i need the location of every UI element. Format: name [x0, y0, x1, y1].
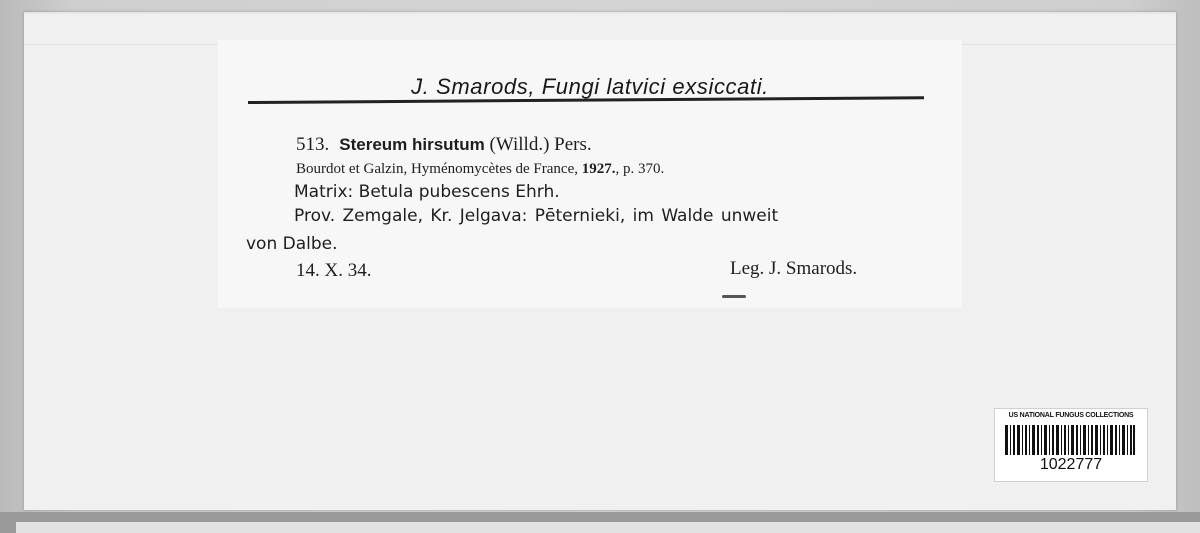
barcode-bars [1005, 425, 1135, 455]
barcode-label [994, 408, 1148, 482]
exsiccata-number: 513. [296, 134, 330, 155]
species-name: Stereum hirsutum [339, 135, 485, 154]
barcode-title: US NATIONAL FUNGUS COLLECTIONS [1008, 412, 1134, 419]
barcode-number: 1022777 [1039, 456, 1103, 473]
reference-page: , p. 370. [615, 161, 665, 177]
reference-year: 1927. [581, 161, 616, 177]
collection-date: 14. X. 34. [296, 260, 372, 281]
ink-speck [722, 295, 746, 298]
species-author: (Willd.) Pers. [484, 134, 592, 155]
specimen-label [218, 40, 962, 308]
species-line [296, 134, 592, 156]
label-header: J. Smarods, Fungi latvici exsiccati. [411, 74, 769, 99]
reference-line [296, 161, 664, 178]
reference-text: Bourdot et Galzin, Hyménomycètes de France, [296, 161, 582, 177]
collector: Leg. J. Smarods. [730, 258, 858, 279]
bottom-paper-edge [16, 522, 1200, 533]
matrix-line: Matrix: Betula pubescens Ehrh. [294, 182, 560, 202]
locality-line-2: von Dalbe. [246, 234, 338, 254]
locality-line-1: Prov. Zemgale, Kr. Jelgava: Pēternieki, im Walde unweit [294, 206, 779, 226]
